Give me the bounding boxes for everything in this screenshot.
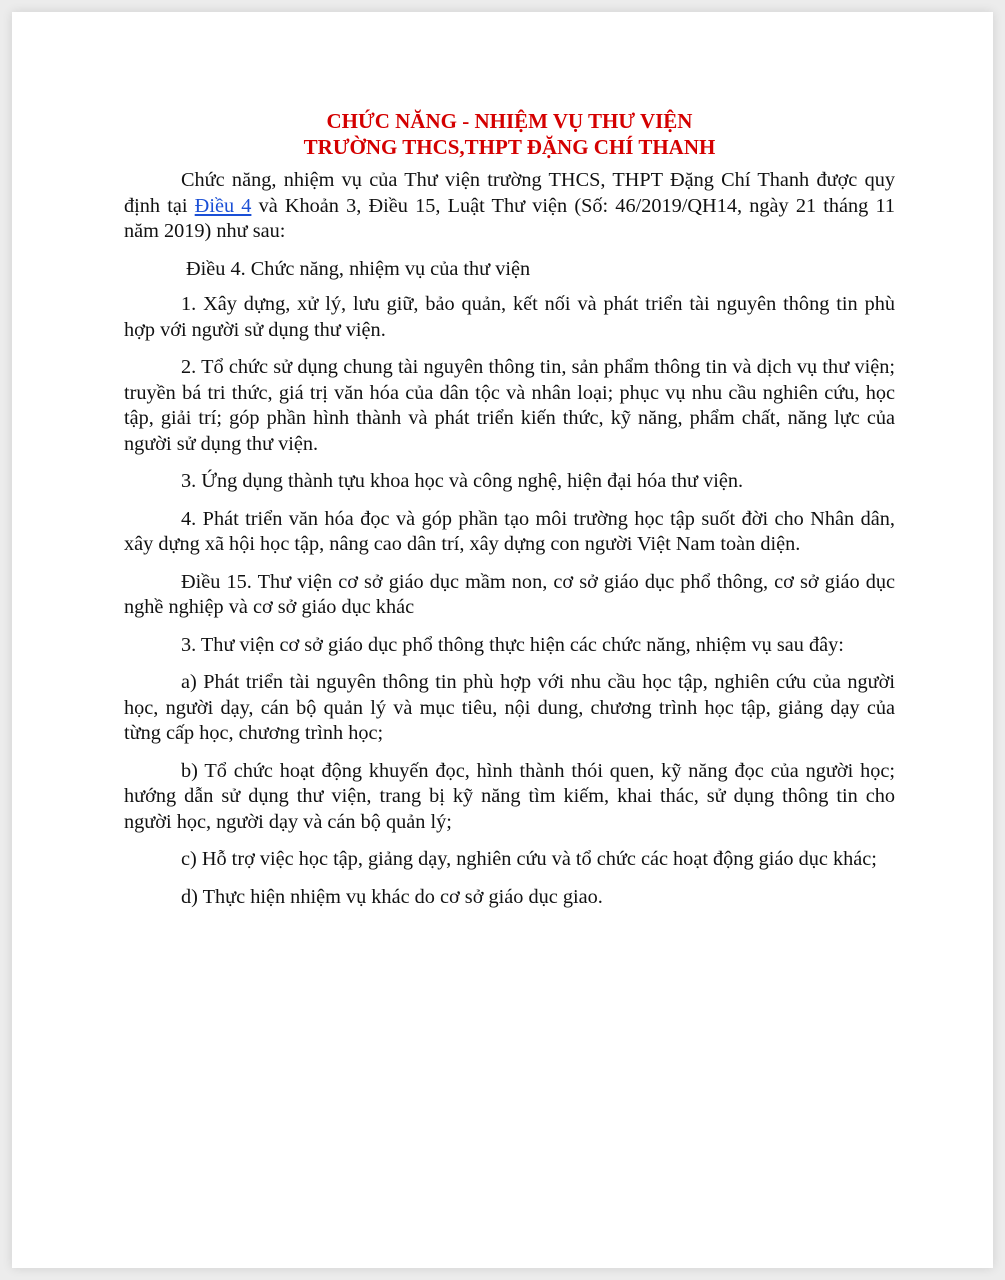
article-15-item-c: c) Hỗ trợ việc học tập, giảng dạy, nghiên cứu và tổ chức các hoạt động giáo dục khác; (181, 848, 877, 870)
intro-text-before: Chức năng, nhiệm vụ của Thư viện trường THCS, THPT Đặng Chí Thanh được quy định tại (124, 169, 895, 217)
document-title (124, 108, 895, 160)
article-4-item-4: 4. Phát triển văn hóa đọc và góp phần tạo môi trường học tập suốt đời cho Nhân dân, xây dựng xã hội học tập, nâng cao dân trí, xây dựng con người Việt Nam toàn diện. (124, 507, 895, 555)
article-4-item-3: 3. Ứng dụng thành tựu khoa học và công nghệ, hiện đại hóa thư viện. (181, 470, 744, 492)
title-line-2: TRƯỜNG THCS,THPT ĐẶNG CHÍ THANH (303, 135, 716, 159)
article-15-item-d: d) Thực hiện nhiệm vụ khác do cơ sở giáo dục giao. (181, 885, 603, 908)
article-4-item-2: 2. Tổ chức sử dụng chung tài nguyên thông tin, sản phẩm thông tin và dịch vụ thư viện; truyền bá tri thức, giá trị văn hóa của dân tộc và nhân loại; phục vụ nhu cầu nghiên cứu, học tập, giải trí; góp phần hình thành và phát triển kiến thức, kỹ năng, phẩm chất, năng lực của người sử dụng thư viện. (124, 356, 895, 455)
intro-paragraph (124, 168, 895, 245)
article-15-item-b: b) Tổ chức hoạt động khuyến đọc, hình thành thói quen, kỹ năng đọc của người học; hướng dẫn sử dụng thư viện, trang bị kỹ năng tìm kiếm, khai thác, sử dụng thông tin cho người học, người dạy và cán bộ quản lý; (124, 759, 895, 833)
article-15-clause-3: 3. Thư viện cơ sở giáo dục phổ thông thực hiện các chức năng, nhiệm vụ sau đây: (181, 633, 844, 656)
document-page (12, 12, 993, 1268)
article-15-item-a: a) Phát triển tài nguyên thông tin phù hợp với nhu cầu học tập, nghiên cứu của người học, người dạy, cán bộ quản lý và mục tiêu, nội dung, chương trình học tập, giảng dạy của từng cấp học, chương trình học; (124, 671, 895, 744)
article-4-link[interactable]: Điều 4 (194, 194, 252, 217)
title-line-1: CHỨC NĂNG - NHIỆM VỤ THƯ VIỆN (326, 109, 693, 133)
article-15-heading: Điều 15. Thư viện cơ sở giáo dục mầm non, cơ sở giáo dục phổ thông, cơ sở giáo dục nghề nghiệp và cơ sở giáo dục khác (124, 570, 895, 618)
article-4-item-1: 1. Xây dựng, xử lý, lưu giữ, bảo quản, kết nối và phát triển tài nguyên thông tin phù hợp với người sử dụng thư viện. (124, 293, 895, 341)
intro-text-after: và Khoản 3, Điều 15, Luật Thư viện (Số: 46/2019/QH14, ngày 21 tháng 11 năm 2019) như sau: (124, 194, 896, 242)
document-content (124, 108, 895, 922)
article-4-heading: Điều 4. Chức năng, nhiệm vụ của thư viện (186, 257, 531, 280)
